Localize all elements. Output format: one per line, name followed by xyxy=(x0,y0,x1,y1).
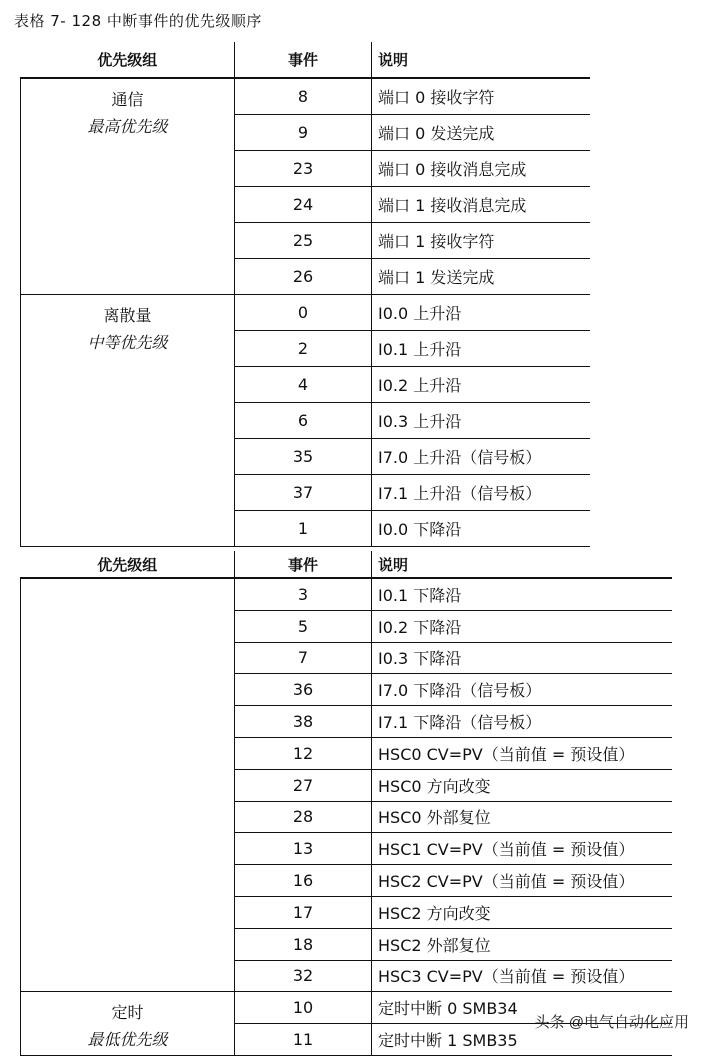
priority-level-label: 最低优先级 xyxy=(87,1030,168,1050)
table-body xyxy=(21,78,590,547)
table-header-row xyxy=(21,42,590,78)
priority-group-name: 定时 xyxy=(111,1003,144,1023)
event-description-cell: 定时中断 0 SMB34 xyxy=(372,992,672,1024)
event-description-cell: 端口 0 接收消息完成 xyxy=(372,151,590,187)
header-event: 事件 xyxy=(235,42,372,78)
event-description-cell: I0.2 上升沿 xyxy=(372,367,590,403)
event-description-cell: HSC2 外部复位 xyxy=(372,928,672,960)
table-row xyxy=(21,295,590,331)
event-number-cell: 28 xyxy=(235,801,372,833)
priority-group-cell xyxy=(21,578,235,992)
event-description-cell: 定时中断 1 SMB35 xyxy=(372,1024,672,1056)
event-description-cell: I0.1 下降沿 xyxy=(372,578,672,610)
event-description-cell: HSC0 CV=PV（当前值 = 预设值） xyxy=(372,737,672,769)
event-number-cell: 25 xyxy=(235,223,372,259)
event-number-cell: 17 xyxy=(235,896,372,928)
priority-level-label: 最高优先级 xyxy=(87,117,168,136)
event-description-cell: HSC2 方向改变 xyxy=(372,896,672,928)
event-number-cell: 1 xyxy=(235,511,372,547)
event-number-cell: 27 xyxy=(235,769,372,801)
event-description-cell: HSC0 方向改变 xyxy=(372,769,672,801)
event-description-cell: I0.0 上升沿 xyxy=(372,295,590,331)
header-group: 优先级组 xyxy=(21,551,235,578)
event-number-cell: 9 xyxy=(235,115,372,151)
event-description-cell: I0.3 下降沿 xyxy=(372,642,672,674)
event-number-cell: 0 xyxy=(235,295,372,331)
event-description-cell: I0.3 上升沿 xyxy=(372,403,590,439)
event-description-cell: HSC2 CV=PV（当前值 = 预设值） xyxy=(372,865,672,897)
event-number-cell: 32 xyxy=(235,960,372,992)
event-number-cell: 6 xyxy=(235,403,372,439)
header-group: 优先级组 xyxy=(21,42,235,78)
event-number-cell: 26 xyxy=(235,259,372,295)
event-description-cell: HSC0 外部复位 xyxy=(372,801,672,833)
event-description-cell: I7.1 下降沿（信号板） xyxy=(372,706,672,738)
event-description-cell: 端口 1 接收字符 xyxy=(372,223,590,259)
table-caption: 表格 7- 128 中断事件的优先级顺序 xyxy=(14,12,262,30)
event-number-cell: 4 xyxy=(235,367,372,403)
event-number-cell: 37 xyxy=(235,475,372,511)
event-number-cell: 36 xyxy=(235,674,372,706)
event-description-cell: HSC1 CV=PV（当前值 = 预设值） xyxy=(372,833,672,865)
event-number-cell: 16 xyxy=(235,865,372,897)
event-description-cell: I7.0 上升沿（信号板） xyxy=(372,439,590,475)
header-event: 事件 xyxy=(235,551,372,578)
event-number-cell: 8 xyxy=(235,78,372,115)
priority-group-cell xyxy=(21,992,235,1056)
priority-group-cell xyxy=(21,78,235,295)
event-number-cell: 5 xyxy=(235,610,372,642)
event-description-cell: I0.2 下降沿 xyxy=(372,610,672,642)
event-number-cell: 2 xyxy=(235,331,372,367)
event-number-cell: 3 xyxy=(235,578,372,610)
event-number-cell: 35 xyxy=(235,439,372,475)
event-description-cell: 端口 1 接收消息完成 xyxy=(372,187,590,223)
table-body xyxy=(21,578,672,1055)
event-description-cell: 端口 0 发送完成 xyxy=(372,115,590,151)
event-description-cell: I0.0 下降沿 xyxy=(372,511,590,547)
header-description: 说明 xyxy=(372,551,672,578)
event-description-cell: HSC3 CV=PV（当前值 = 预设值） xyxy=(372,960,672,992)
table-row xyxy=(21,578,672,610)
event-number-cell: 24 xyxy=(235,187,372,223)
priority-level-label: 中等优先级 xyxy=(87,333,168,352)
table-row xyxy=(21,78,590,115)
event-description-cell: 端口 1 发送完成 xyxy=(372,259,590,295)
event-number-cell: 12 xyxy=(235,737,372,769)
event-number-cell: 23 xyxy=(235,151,372,187)
priority-group-name: 离散量 xyxy=(103,306,152,325)
event-number-cell: 10 xyxy=(235,992,372,1024)
event-number-cell: 7 xyxy=(235,642,372,674)
event-number-cell: 11 xyxy=(235,1024,372,1056)
priority-table-part-2 xyxy=(20,551,672,1056)
header-description: 说明 xyxy=(372,42,590,78)
event-number-cell: 13 xyxy=(235,833,372,865)
priority-group-cell xyxy=(21,295,235,547)
table-header-row xyxy=(21,551,672,578)
event-description-cell: I7.1 上升沿（信号板） xyxy=(372,475,590,511)
watermark: 头条 @电气自动化应用 xyxy=(534,1014,689,1031)
event-description-cell: I0.1 上升沿 xyxy=(372,331,590,367)
event-description-cell: I7.0 下降沿（信号板） xyxy=(372,674,672,706)
event-number-cell: 18 xyxy=(235,928,372,960)
priority-table-part-1 xyxy=(20,42,590,547)
event-number-cell: 38 xyxy=(235,706,372,738)
priority-group-name: 通信 xyxy=(111,90,144,109)
event-description-cell: 端口 0 接收字符 xyxy=(372,78,590,115)
